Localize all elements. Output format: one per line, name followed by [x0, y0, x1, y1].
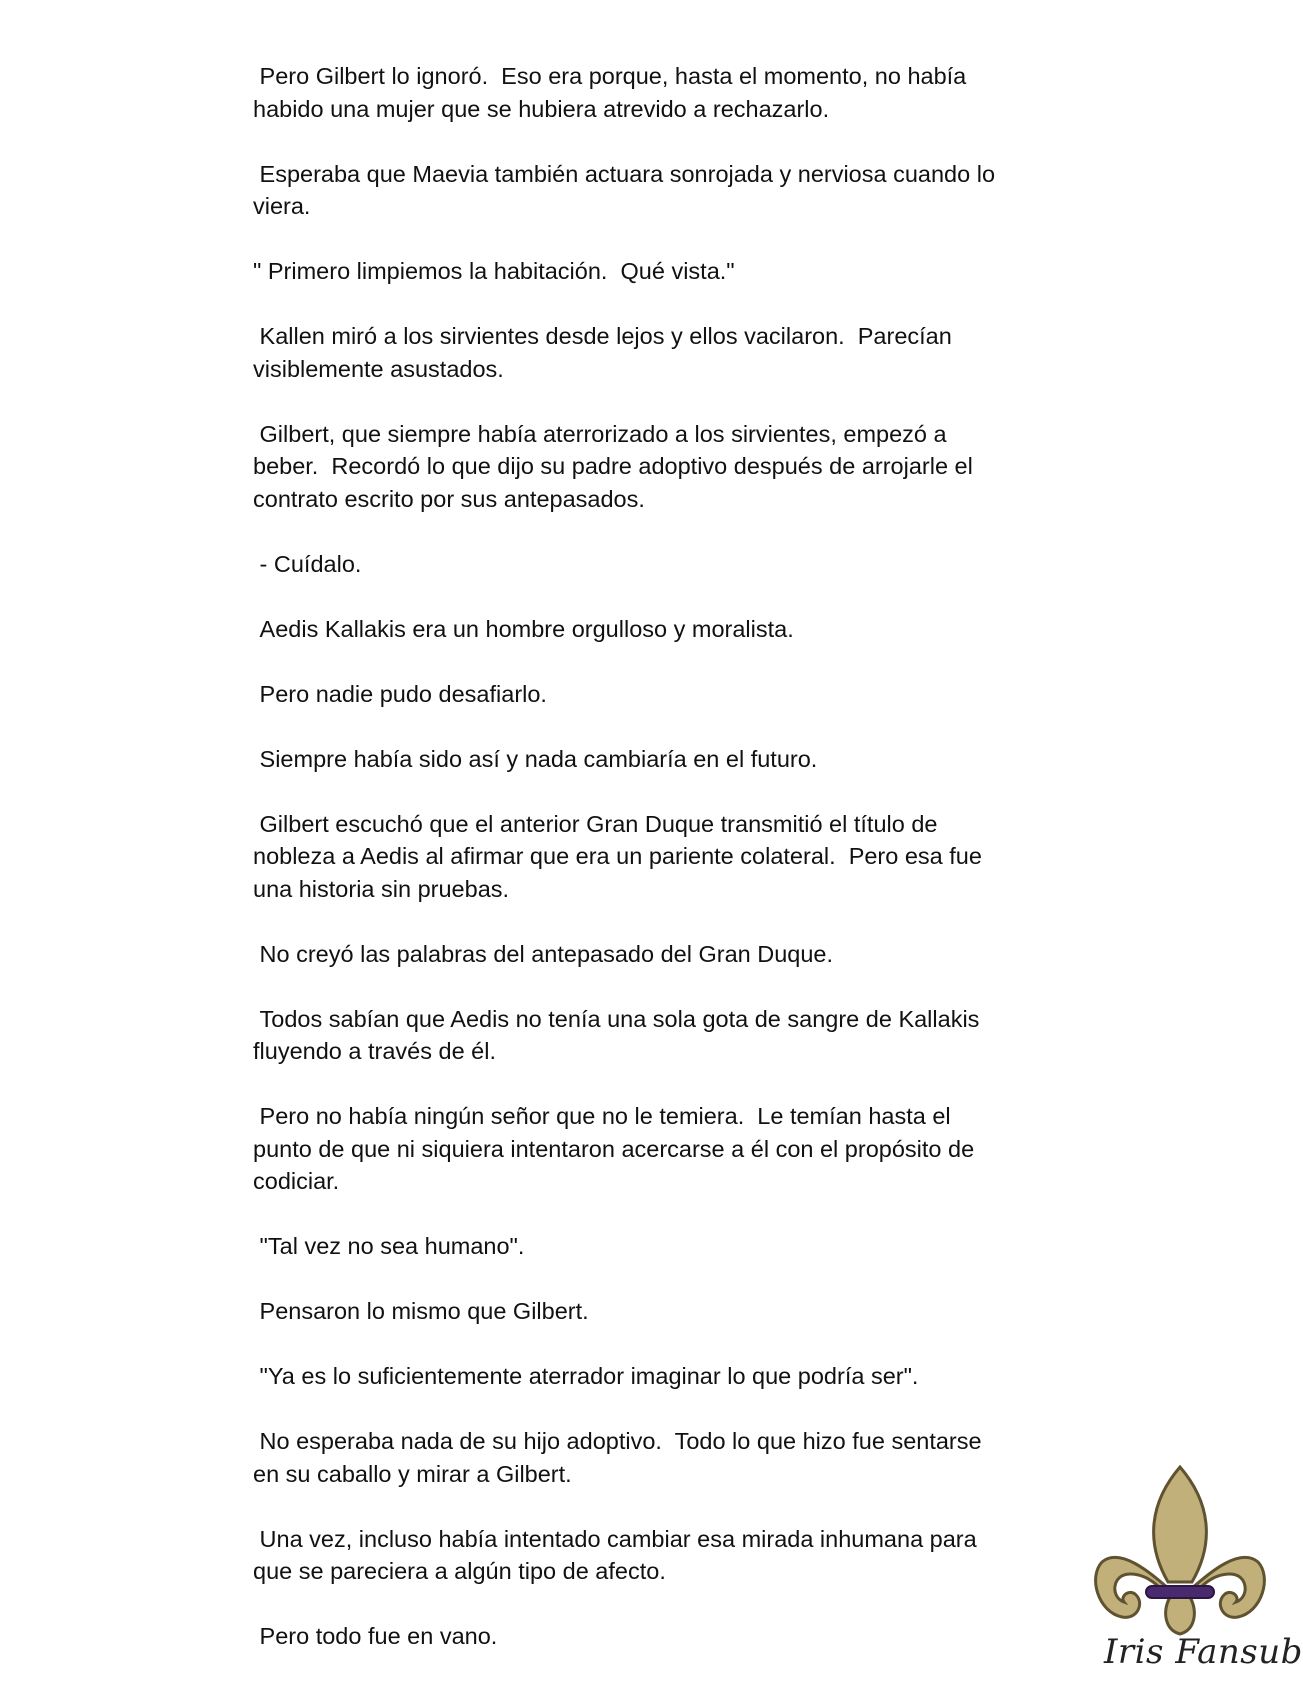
paragraph: Kallen miró a los sirvientes desde lejos y ellos vacilaron. Parecían visiblemente asustados.: [253, 323, 952, 382]
paragraph: Pero nadie pudo desafiarlo.: [253, 680, 547, 707]
paragraph: Pero todo fue en vano.: [253, 1623, 498, 1649]
paragraph: - Cuídalo.: [253, 550, 362, 577]
watermark-logo: [1090, 1462, 1303, 1692]
paragraph: Todos sabían que Aedis no tenía una sola gota de sangre de Kallakis fluyendo a través de él.: [253, 1005, 980, 1064]
paragraph: Siempre había sido así y nada cambiaría en el futuro.: [253, 745, 818, 772]
paragraph: Una vez, incluso había intentado cambiar esa mirada inhumana para que se pareciera a algún tipo de afecto.: [253, 1525, 977, 1584]
paragraph: No esperaba nada de su hijo adoptivo. Todo lo que hizo fue sentarse en su caballo y mirar a Gilbert.: [253, 1428, 982, 1487]
paragraph: "Tal vez no sea humano".: [253, 1233, 525, 1259]
paragraph: Esperaba que Maevia también actuara sonrojada y nerviosa cuando lo viera.: [253, 160, 996, 219]
paragraph: Aedis Kallakis era un hombre orgulloso y moralista.: [253, 615, 794, 642]
paragraph: Gilbert, que siempre había aterrorizado a los sirvientes, empezó a beber. Recordó lo que dijo su padre adoptivo después de arrojarle el contrato escrito por sus antepasados.: [253, 420, 973, 512]
paragraph: No creyó las palabras del antepasado del Gran Duque.: [253, 940, 834, 967]
paragraph: Pensaron lo mismo que Gilbert.: [253, 1298, 589, 1324]
watermark-text: Iris Fansub: [1104, 1632, 1303, 1672]
fleur-de-lis-icon: [1090, 1462, 1270, 1637]
paragraph: Gilbert escuchó que el anterior Gran Duque transmitió el título de nobleza a Aedis al afirmar que era un pariente colateral. Pero esa fue una historia sin pruebas.: [253, 810, 982, 902]
paragraph: "Ya es lo suficientemente aterrador imaginar lo que podría ser".: [253, 1363, 919, 1389]
paragraph: Pero Gilbert lo ignoró. Eso era porque, hasta el momento, no había habido una mujer que se hubiera atrevido a rechazarlo.: [253, 63, 967, 122]
paragraph: " Primero limpiemos la habitación. Qué vista.": [253, 258, 735, 284]
document-body: [253, 60, 1043, 1685]
paragraph: Pero no había ningún señor que no le temiera. Le temían hasta el punto de que ni siquiera intentaron acercarse a él con el propósito de codiciar.: [253, 1103, 975, 1194]
